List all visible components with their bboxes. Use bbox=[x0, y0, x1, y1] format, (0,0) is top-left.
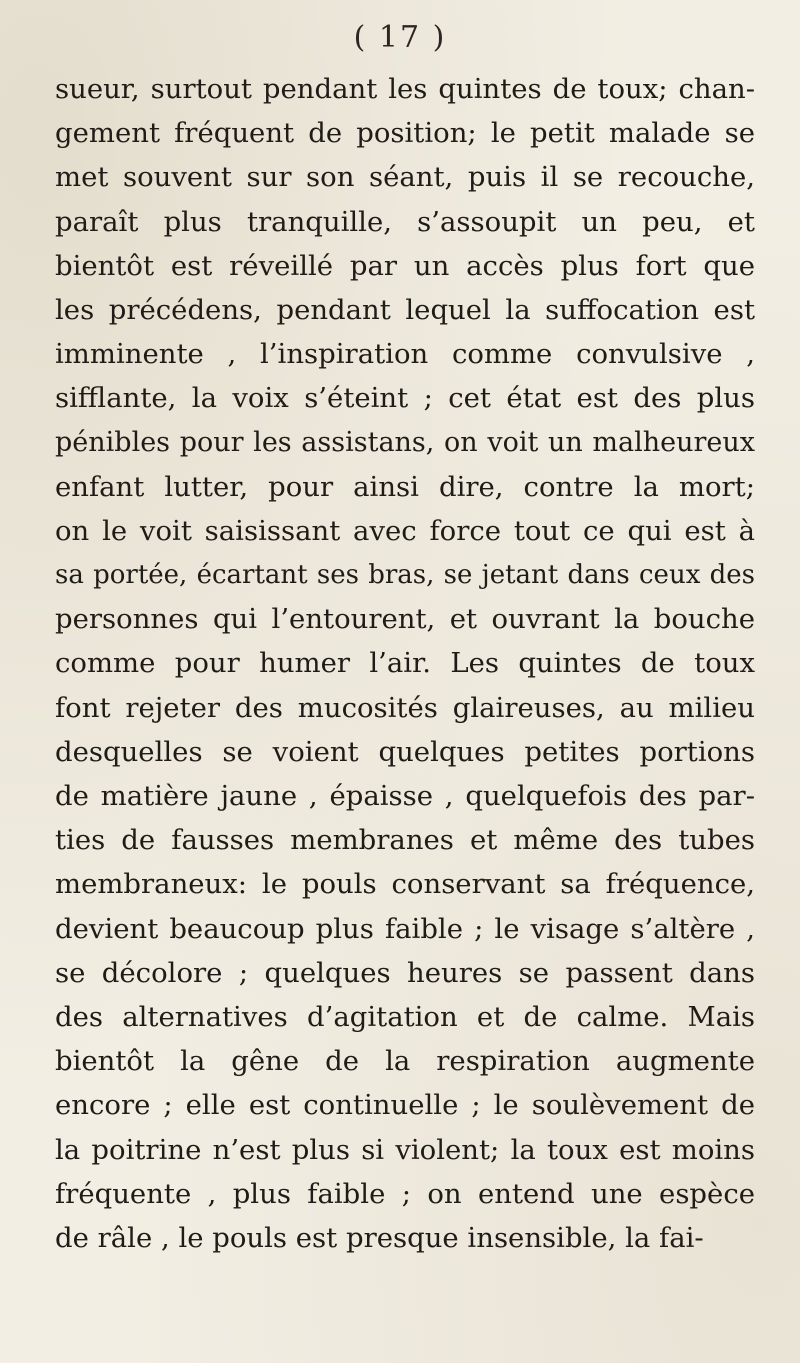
body-text bbox=[55, 67, 755, 1260]
text-line: sifflante, la voix s’éteint ; cet état est des plus bbox=[55, 382, 755, 415]
text-line: devient beaucoup plus faible ; le visage s’altère , bbox=[55, 912, 755, 945]
text-line: enfant lutter, pour ainsi dire, contre la mort; bbox=[55, 470, 755, 503]
text-line: desquelles se voient quelques petites portions bbox=[55, 735, 755, 768]
text-line: des alternatives d’agitation et de calme. Mais bbox=[55, 1000, 755, 1033]
text-line: encore ; elle est continuelle ; le soulèvement de bbox=[55, 1089, 755, 1122]
page-number: ( 17 ) bbox=[353, 20, 447, 55]
text-line: met souvent sur son séant, puis il se recouche, bbox=[55, 161, 755, 194]
text-line: bientôt est réveillé par un accès plus fort que bbox=[55, 249, 755, 282]
text-line: se décolore ; quelques heures se passent dans bbox=[55, 956, 755, 989]
text-line: fréquente , plus faible ; on entend une espèce bbox=[55, 1177, 755, 1210]
text-line: on le voit saisissant avec force tout ce qui est à bbox=[55, 514, 755, 547]
text-line: font rejeter des mucosités glaireuses, au milieu bbox=[55, 691, 755, 724]
text-line: comme pour humer l’air. Les quintes de toux bbox=[55, 647, 755, 680]
text-line: ties de fausses membranes et même des tubes bbox=[55, 824, 755, 857]
text-line: pénibles pour les assistans, on voit un malheureux bbox=[55, 426, 755, 458]
text-line: membraneux: le pouls conservant sa fréquence, bbox=[55, 868, 755, 901]
text-line: paraît plus tranquille, s’assoupit un peu, et bbox=[55, 205, 755, 238]
text-line: sa portée, écartant ses bras, se jetant dans ceux des bbox=[55, 560, 755, 591]
text-line: bientôt la gêne de la respiration augmente bbox=[55, 1045, 755, 1078]
text-line: les précédens, pendant lequel la suffocation est bbox=[55, 293, 755, 326]
text-line: la poitrine n’est plus si violent; la toux est moins bbox=[55, 1133, 755, 1166]
text-line: gement fréquent de position; le petit malade se bbox=[55, 117, 755, 150]
text-line: sueur, surtout pendant les quintes de toux; chan- bbox=[55, 73, 755, 105]
text-line: de matière jaune , épaisse , quelquefois des par- bbox=[55, 780, 755, 812]
text-line: imminente , l’inspiration comme convulsive , bbox=[55, 338, 755, 371]
text-line: de râle , le pouls est presque insensible, la fai- bbox=[55, 1221, 704, 1254]
text-line: personnes qui l’entourent, et ouvrant la bouche bbox=[55, 603, 755, 636]
